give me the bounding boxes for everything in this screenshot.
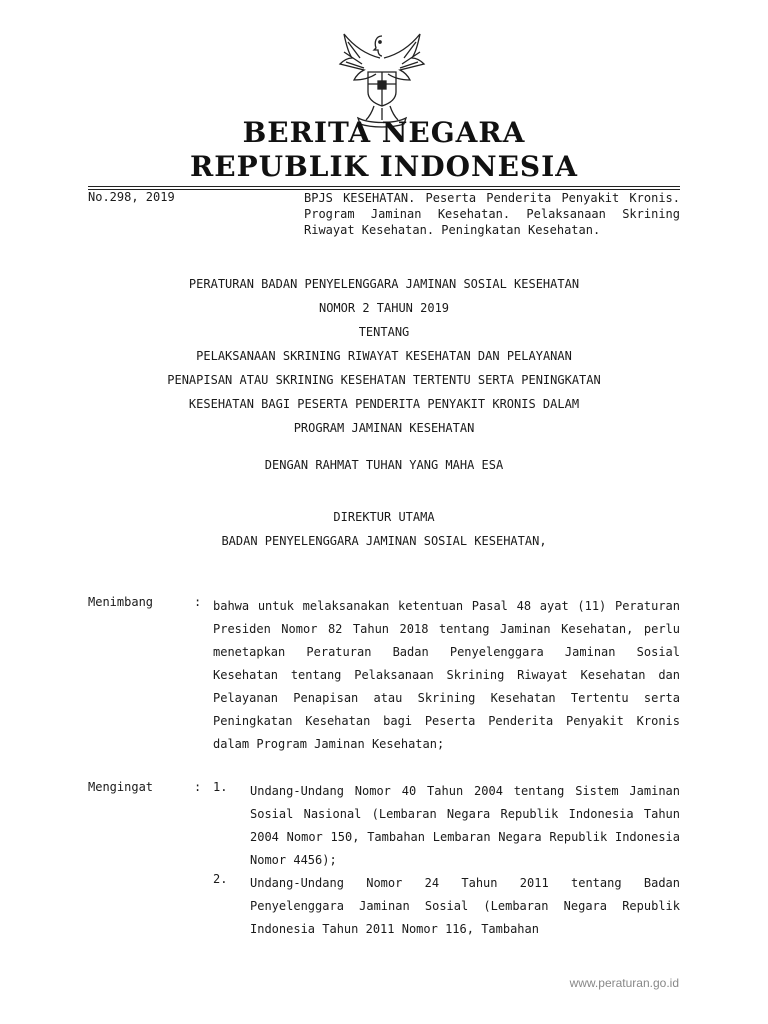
title-line: NOMOR 2 TAHUN 2019 [318,301,450,315]
title-line: PERATURAN BADAN PENYELENGGARA JAMINAN SOSIAL KESEHATAN [188,277,580,291]
header-divider [88,186,680,187]
title-line: PENAPISAN ATAU SKRINING KESEHATAN TERTENTU SERTA PENINGKATAN [167,373,601,387]
menimbang-label: Menimbang [88,595,154,609]
mengingat-colon: : [194,780,202,794]
menimbang-colon: : [194,595,202,609]
footer-url: www.peraturan.go.id [569,976,679,990]
issuer-agency: BADAN PENYELENGGARA JAMINAN SOSIAL KESEHATAN, [221,534,547,548]
invocation: DENGAN RAHMAT TUHAN YANG MAHA ESA [264,458,504,472]
garuda-emblem-icon [334,28,430,128]
title-line: PROGRAM JAMINAN KESEHATAN [293,421,475,435]
mengingat-item-text: Undang-Undang Nomor 24 Tahun 2011 tentang Badan Penyelenggara Jaminan Sosial (Lembaran Negara Republik Indonesia Tahun 2011 Nomor 116, Tambahan [250,876,680,936]
title-line: KESEHATAN BAGI PESERTA PENDERITA PENYAKIT KRONIS DALAM [188,397,580,411]
gazette-number: No.298, 2019 [88,190,175,204]
mengingat-item-number: 2. [213,872,228,886]
masthead-title: BERITA NEGARA [242,116,526,149]
mengingat-item-text: Undang-Undang Nomor 40 Tahun 2004 tentang Sistem Jaminan Sosial Nasional (Lembaran Negara Republik Indonesia Tahun 2004 Nomor 150, Tambahan Lembaran Negara Republik Indonesia Nomor 4456); [250,784,680,867]
masthead-subtitle: REPUBLIK INDONESIA [190,150,578,183]
title-line: TENTANG [358,325,410,339]
menimbang-text: bahwa untuk melaksanakan ketentuan Pasal 48 ayat (11) Peraturan Presiden Nomor 82 Tahun 2018 tentang Jaminan Kesehatan, perlu menetapkan Peraturan Badan Penyelenggara Jaminan Sosial Kesehatan tentang Pelaksanaan Skrining Riwayat Kesehatan dan Pelayanan Penapisan atau Skrining Kesehatan Tertentu serta Peningkatan Kesehatan bagi Peserta Penderita Penyakit Kronis dalam Program Jaminan Kesehatan; [213,599,680,751]
mengingat-label: Mengingat [88,780,154,794]
regulation-title [60,272,708,440]
gazette-summary: BPJS KESEHATAN. Peserta Penderita Penyakit Kronis. Program Jaminan Kesehatan. Pelaksanaan Skrining Riwayat Kesehatan. Peningkatan Kesehatan. [304,191,680,237]
issuer [60,505,708,553]
issuer-title: DIREKTUR UTAMA [333,510,435,524]
mengingat-item-number: 1. [213,780,228,794]
title-line: PELAKSANAAN SKRINING RIWAYAT KESEHATAN DAN PELAYANAN [196,349,572,363]
